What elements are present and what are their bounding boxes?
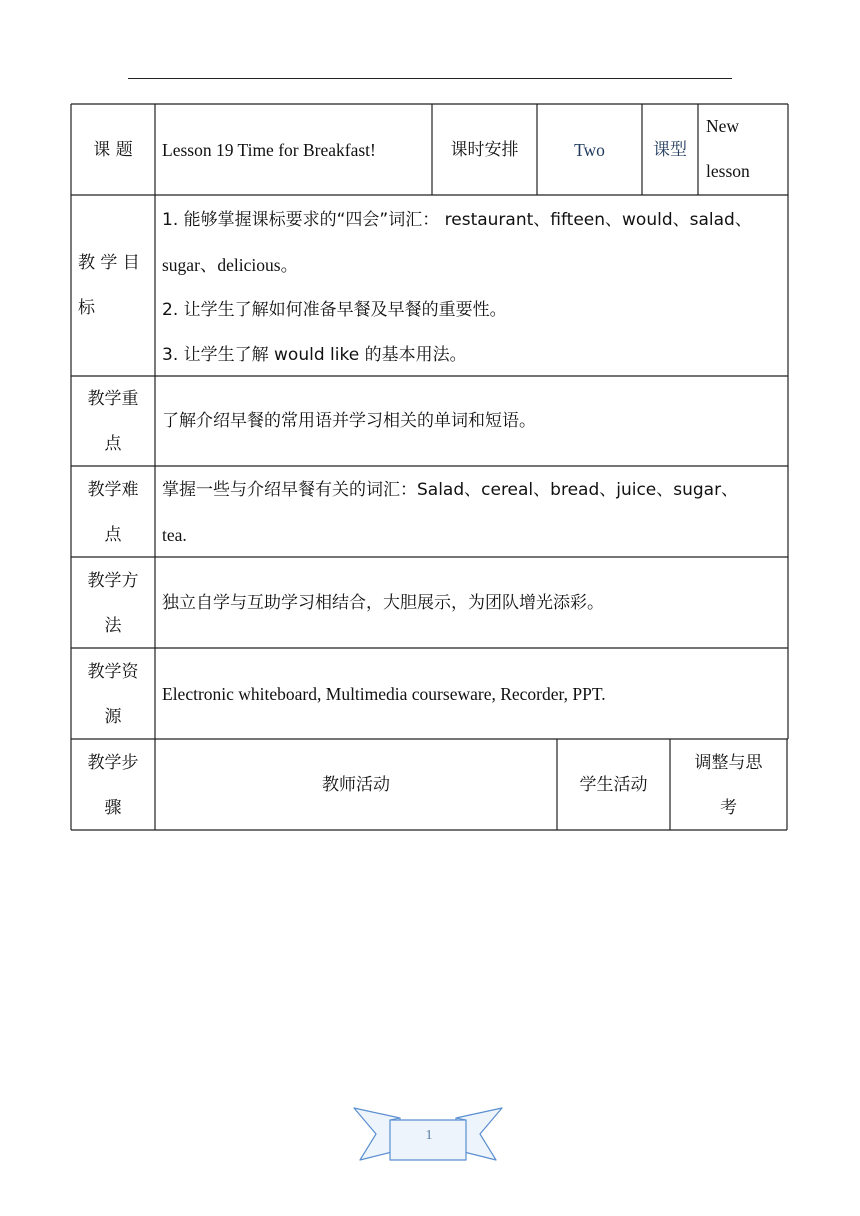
methods-value: 独立自学与互助学习相结合，大胆展示，为团队增光添彩。 <box>162 592 604 613</box>
topic-label: 课 题 <box>93 139 133 160</box>
objective-line-1: 1. 能够掌握课标要求的“四会”词汇： restaurant、fifteen、would、salad、 <box>162 210 752 230</box>
key-points-label <box>71 377 155 466</box>
objectives-label-line1: 教 学 目 <box>78 253 140 273</box>
topic-value: Lesson 19 Time for Breakfast! <box>162 139 376 160</box>
header-rule <box>128 78 732 79</box>
hours-value: Two <box>574 139 605 160</box>
resources-label-line2: 源 <box>104 707 122 727</box>
type-label: 课型 <box>653 139 687 160</box>
resources-value: Electronic whiteboard, Multimedia courseware, Recorder, PPT. <box>162 683 606 704</box>
key-points-value: 了解介绍早餐的常用语并学习相关的单词和短语。 <box>162 411 536 431</box>
difficult-points-line2: tea. <box>162 525 187 545</box>
difficult-points-label-line1: 教学难 <box>87 480 139 500</box>
reflection-header-line1: 调整与思 <box>694 753 763 773</box>
difficult-points-value <box>162 468 786 557</box>
reflection-header <box>670 741 787 830</box>
resources-label-line1: 教学资 <box>87 662 139 682</box>
type-value <box>706 104 786 195</box>
methods-label-line1: 教学方 <box>87 571 139 591</box>
type-value-line2: lesson <box>706 161 750 181</box>
key-points-label-line2: 点 <box>104 434 122 454</box>
type-value-line1: New <box>706 116 740 136</box>
methods-label-line2: 法 <box>104 616 122 636</box>
objectives-label <box>78 195 154 376</box>
objective-line-4: 3. 让学生了解 would like 的基本用法。 <box>162 345 467 365</box>
teacher-activity-header: 教师活动 <box>322 774 390 795</box>
student-activity-header: 学生活动 <box>579 774 648 795</box>
difficult-points-label <box>71 468 155 557</box>
page-number: 1 <box>425 1128 433 1143</box>
steps-label-line2: 骤 <box>104 798 122 818</box>
hours-label: 课时安排 <box>450 139 519 160</box>
objective-line-2: sugar、delicious。 <box>162 255 299 275</box>
objectives-list <box>162 198 786 374</box>
objective-line-3: 2. 让学生了解如何准备早餐及早餐的重要性。 <box>162 300 507 320</box>
steps-label-line1: 教学步 <box>87 753 139 773</box>
resources-label <box>71 650 155 739</box>
methods-label <box>71 559 155 648</box>
difficult-points-label-line2: 点 <box>104 525 122 545</box>
difficult-points-line1: 掌握一些与介绍早餐有关的词汇：Salad、cereal、bread、juice、sugar、 <box>162 480 739 500</box>
steps-label <box>71 741 155 830</box>
reflection-header-line2: 考 <box>720 798 737 818</box>
objectives-label-line2: 标 <box>78 298 95 318</box>
key-points-label-line1: 教学重 <box>87 389 139 409</box>
